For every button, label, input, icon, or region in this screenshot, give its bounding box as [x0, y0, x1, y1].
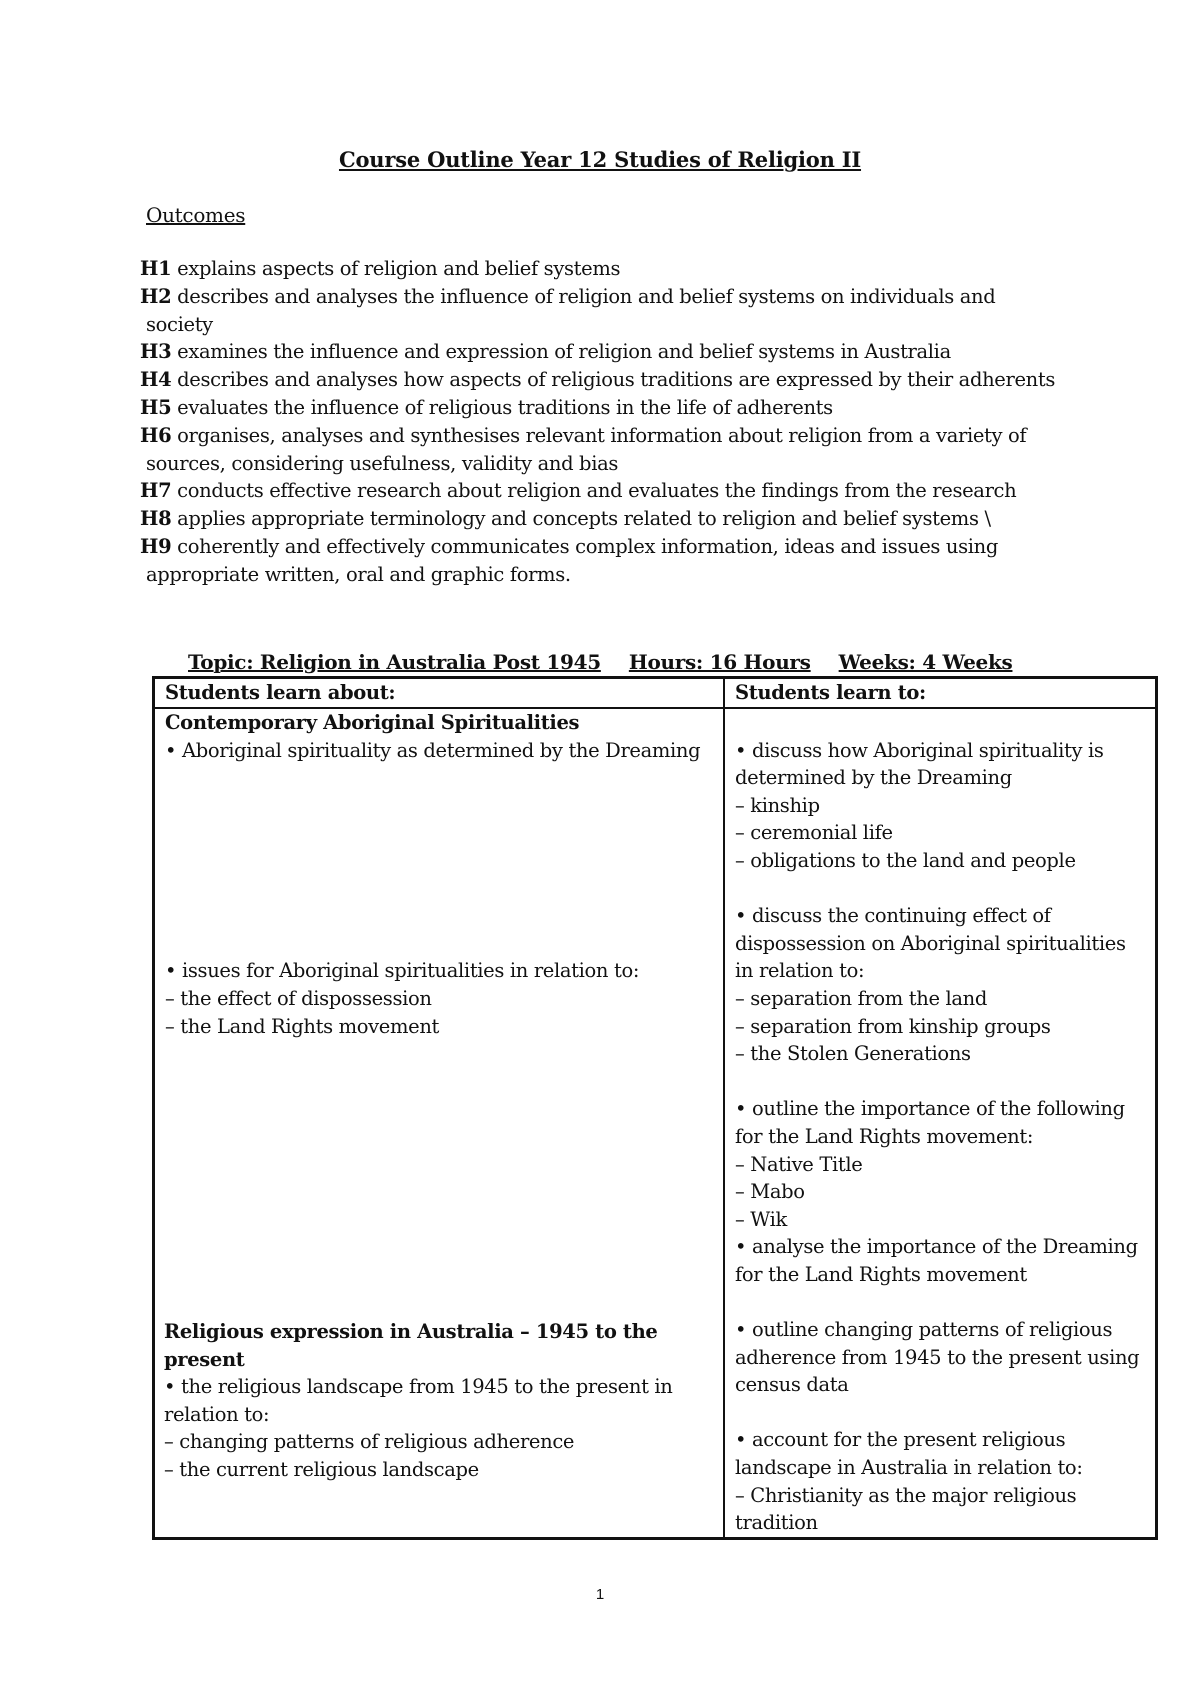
list-item: determined by the Dreaming [735, 766, 1012, 790]
list-item: tradition [735, 1511, 818, 1535]
list-item: – changing patterns of religious adherence [164, 1430, 575, 1454]
outcome-h2: H2 describes and analyses the influence of religion and belief systems on individuals and society [140, 284, 996, 336]
section-heading: Religious expression in Australia – 1945 to the [164, 1320, 658, 1343]
outcomes-heading: Outcomes [146, 203, 246, 227]
header-learn-about: Students learn about: [154, 678, 725, 709]
list-item: • analyse the importance of the Dreaming [735, 1235, 1138, 1259]
list-item: • outline the importance of the following [735, 1097, 1125, 1121]
list-item: – obligations to the land and people [735, 848, 1076, 872]
list-item: – ceremonial life [735, 821, 893, 845]
list-item: • the religious landscape from 1945 to the present in [164, 1375, 673, 1399]
page-number: 1 [595, 1586, 605, 1603]
outcome-h1: H1 explains aspects of religion and belief systems [140, 257, 621, 280]
list-item: for the Land Rights movement [735, 1262, 1027, 1286]
list-item: – the Land Rights movement [165, 1014, 440, 1038]
list-item: – kinship [735, 793, 820, 817]
outcome-h9: H9 coherently and effectively communicates complex information, ideas and issues using appropriate written, oral and graphic forms. [140, 534, 999, 586]
outcome-h3: H3 examines the influence and expression of religion and belief systems in Australia [140, 340, 951, 364]
list-item: • discuss how Aboriginal spirituality is [735, 738, 1104, 762]
table-header-row [154, 678, 1157, 709]
religious-expression-block [164, 1318, 694, 1484]
list-item: • Aboriginal spirituality as determined by the Dreaming [165, 738, 701, 762]
list-item: – separation from the land [735, 986, 988, 1010]
topic-name: Topic: Religion in Australia Post 1945 [188, 650, 601, 674]
list-item: • discuss the continuing effect of [735, 904, 1051, 928]
outcome-h6: H6 organises, analyses and synthesises relevant information about religion from a variety of sources, considering usefulness, validity and bias [140, 423, 1027, 475]
topic-line [188, 650, 1012, 674]
header-learn-to: Students learn to: [724, 678, 1157, 709]
list-item: – the current religious landscape [164, 1457, 479, 1481]
list-item: dispossession on Aboriginal spiritualities [735, 931, 1126, 955]
topic-hours: Hours: 16 Hours [628, 650, 811, 674]
list-item: • issues for Aboriginal spiritualities in relation to: [165, 959, 640, 983]
outcome-h5: H5 evaluates the influence of religious traditions in the life of adherents [140, 395, 833, 419]
list-item: – the effect of dispossession [165, 986, 432, 1010]
list-item: – Christianity as the major religious [735, 1483, 1077, 1507]
topic-weeks: Weeks: 4 Weeks [838, 650, 1013, 674]
outcomes-list [140, 255, 1100, 589]
list-item: for the Land Rights movement: [735, 1124, 1034, 1148]
list-item: • outline changing patterns of religious [735, 1318, 1113, 1342]
list-item: – Mabo [735, 1180, 805, 1204]
section-heading: Contemporary Aboriginal Spiritualities [165, 711, 580, 734]
document-title: Course Outline Year 12 Studies of Religion II [338, 147, 862, 172]
list-item: in relation to: [735, 959, 865, 983]
list-item: – separation from kinship groups [735, 1014, 1051, 1038]
list-item: census data [735, 1373, 849, 1397]
outcome-h7: H7 conducts effective research about religion and evaluates the findings from the research [140, 479, 1017, 503]
outcome-h4: H4 describes and analyses how aspects of religious traditions are expressed by their adherents [140, 368, 1055, 392]
list-item: – Wik [735, 1207, 787, 1231]
list-item: adherence from 1945 to the present using [735, 1345, 1140, 1369]
list-item: landscape in Australia in relation to: [735, 1456, 1083, 1480]
list-item: relation to: [164, 1402, 270, 1426]
section-heading-cont: present [164, 1347, 245, 1371]
list-item: • account for the present religious [735, 1428, 1066, 1452]
list-item: – the Stolen Generations [735, 1042, 971, 1066]
list-item: – Native Title [735, 1152, 863, 1176]
cell-learn-to [724, 708, 1157, 1538]
outcome-h8: H8 applies appropriate terminology and concepts related to religion and belief systems \ [140, 507, 991, 531]
